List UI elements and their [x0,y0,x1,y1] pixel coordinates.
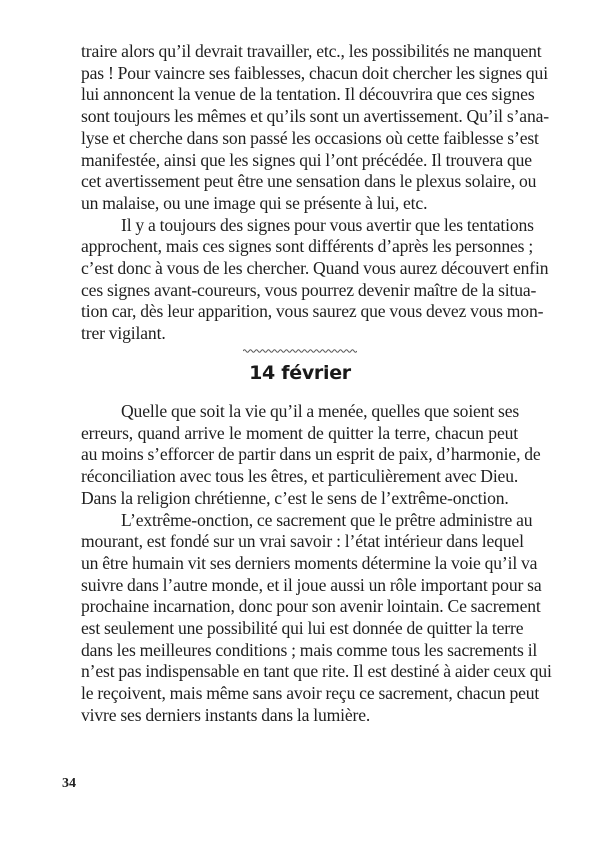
text-line: lui annoncent la venue de la tentation. Il découvrira que ces signes [81,84,535,105]
text-line: cet avertissement peut être une sensation dans le plexus solaire, ou [81,171,537,192]
text-line: Quelle que soit la vie qu’il a menée, quelles que soient ses [121,401,520,421]
text-line: pas ! Pour vaincre ses faiblesses, chacun doit chercher les signes qui [81,62,548,83]
text-line: traire alors qu’il devrait travailler, etc., les possibilités ne manquent [81,41,542,61]
text-line: n’est pas indispensable en tant que rite. Il est destiné à aider ceux qui [81,661,552,682]
text-line: manifestée, ainsi que les signes qui l’ont précédée. Il trouvera que [81,149,532,170]
text-line: vivre ses derniers instants dans la lumière. [81,704,371,725]
text-line: suivre dans l’autre monde, et il joue aussi un rôle important pour sa [81,574,542,595]
text-line: au moins s’efforcer de partir dans un esprit de paix, d’harmonie, de [81,444,541,465]
text-line: erreurs, quand arrive le moment de quitter la terre, chacun peut [81,422,518,443]
text-line: approchent, mais ces signes sont différents d’après les personnes ; [81,236,534,257]
paragraph [81,509,552,727]
text-line: Il y a toujours des signes pour vous avertir que les tentations [121,214,534,235]
text-line: le reçoivent, mais même sans avoir reçu ce sacrement, chacun peut [81,683,540,704]
previous-entry-text [81,41,549,345]
text-line: lyse et cherche dans son passé les occasions où cette faiblesse s’est [81,127,539,148]
page-number: 34 [62,776,76,791]
text-line: dans les meilleures conditions ; mais comme tous les sacrements il [81,639,538,660]
paragraph [81,214,549,345]
day-heading: 14 février [249,362,351,384]
paragraph [81,401,541,510]
paragraph [81,41,549,215]
text-line: un être humain vit ses derniers moments détermine la voie qu’il va [81,552,538,573]
text-line: prochaine incarnation, donc pour son avenir lointain. Ce sacrement [81,596,541,617]
text-line: ces signes avant-coureurs, vous pourrez devenir maître de la situa- [81,279,537,300]
text-line: trer vigilant. [81,323,166,344]
text-line: mourant, est fondé sur un vrai savoir : l’état intérieur dans lequel [81,531,524,552]
text-line: un malaise, ou une image qui se présente à lui, etc. [81,192,428,213]
current-entry-text [81,401,552,727]
text-line: sont toujours les mêmes et qu’ils sont un avertissement. Qu’il s’ana- [81,106,549,127]
text-line: c’est donc à vous de les chercher. Quand vous aurez découvert enfin [81,258,549,279]
text-line: réconciliation avec tous les êtres, et particulièrement avec Dieu. [81,466,519,487]
wavy-divider-ornament [243,348,357,354]
text-line: est seulement une possibilité qui lui est donnée de quitter la terre [81,618,524,639]
text-line: Dans la religion chrétienne, c’est le sens de l’extrême-onction. [81,487,509,508]
text-line: tion car, dès leur apparition, vous saurez que vous devez vous mon- [81,301,544,322]
text-line: L’extrême-onction, ce sacrement que le prêtre administre au [121,509,533,530]
